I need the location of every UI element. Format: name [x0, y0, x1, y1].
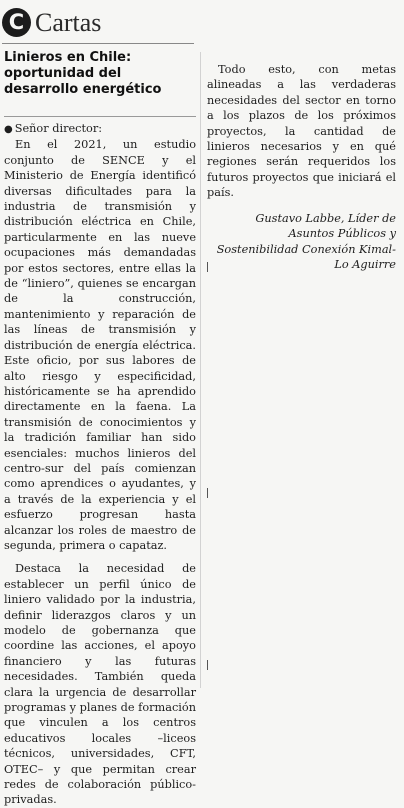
salutation-text: Señor director: — [14, 122, 103, 135]
letter-paragraph-3: Todo esto, con metas alineadas a las verdaderas necesidades del sector en torno a los plazos de los próximos proyectos, la cantidad de linieros necesarios y en qué regiones serán requeridos los futuros proyectos que iniciará el país. — [207, 63, 396, 200]
letter-salutation — [4, 121, 196, 137]
column-divider — [200, 52, 201, 688]
letter-paragraph-2: Destaca la necesidad de establecer un perfil único de liniero validado por la industria, definir liderazgos claros y un modelo de gobernanza que coordine las acciones, el apoyo financiero y las futuras necesidades. También queda clara la urgencia de desarrollar programas y planes de formación que vinculen a los centros educativos locales –liceos técnicos, universidades, CFT, OTEC– y que permitan crear redes de colaboración público-privadas. — [4, 562, 196, 807]
letter-paragraph-1: En el 2021, un estudio conjunto de SENCE y el Ministerio de Energía identificó diversas dificultades para la industria de transmisión y distribución eléctrica en Chile, particularmente en las nueve ocupaciones más demandadas por estos sectores, entre ellas la de “liniero”, quienes se encargan de la construcción, mantenimiento y reparación de las líneas de transmisión y distribución de energía eléctrica. Este oficio, por sus labores de alto riesgo y especificidad, históricamente se ha aprendido directamente en la faena. La transmisión de conocimientos y la tradición familiar han sido esenciales: muchos linieros del centro-sur del país comienzan como aprendices o ayudantes, y a través de la experiencia y el esfuerzo progresan hasta alcanzar los roles de maestro de segunda, primera o capataz. — [4, 138, 196, 552]
crop-mark — [207, 262, 208, 272]
letter-column-right — [207, 62, 396, 273]
headline-divider — [4, 116, 196, 117]
letter-signature: Gustavo Labbe, Líder de Asuntos Públicos y Sostenibilidad Conexión Kimal-Lo Aguirre — [216, 211, 396, 272]
crop-mark — [207, 488, 208, 498]
section-header — [2, 6, 192, 40]
section-title: Cartas — [35, 8, 102, 37]
letter-column-left — [4, 121, 196, 808]
header-divider — [2, 43, 194, 44]
crop-mark — [207, 660, 208, 670]
bullet-icon: ● — [4, 124, 13, 135]
letter-headline: Linieros en Chile: oportunidad del desarrollo energético — [4, 50, 162, 97]
section-logo-icon: C — [2, 8, 31, 37]
